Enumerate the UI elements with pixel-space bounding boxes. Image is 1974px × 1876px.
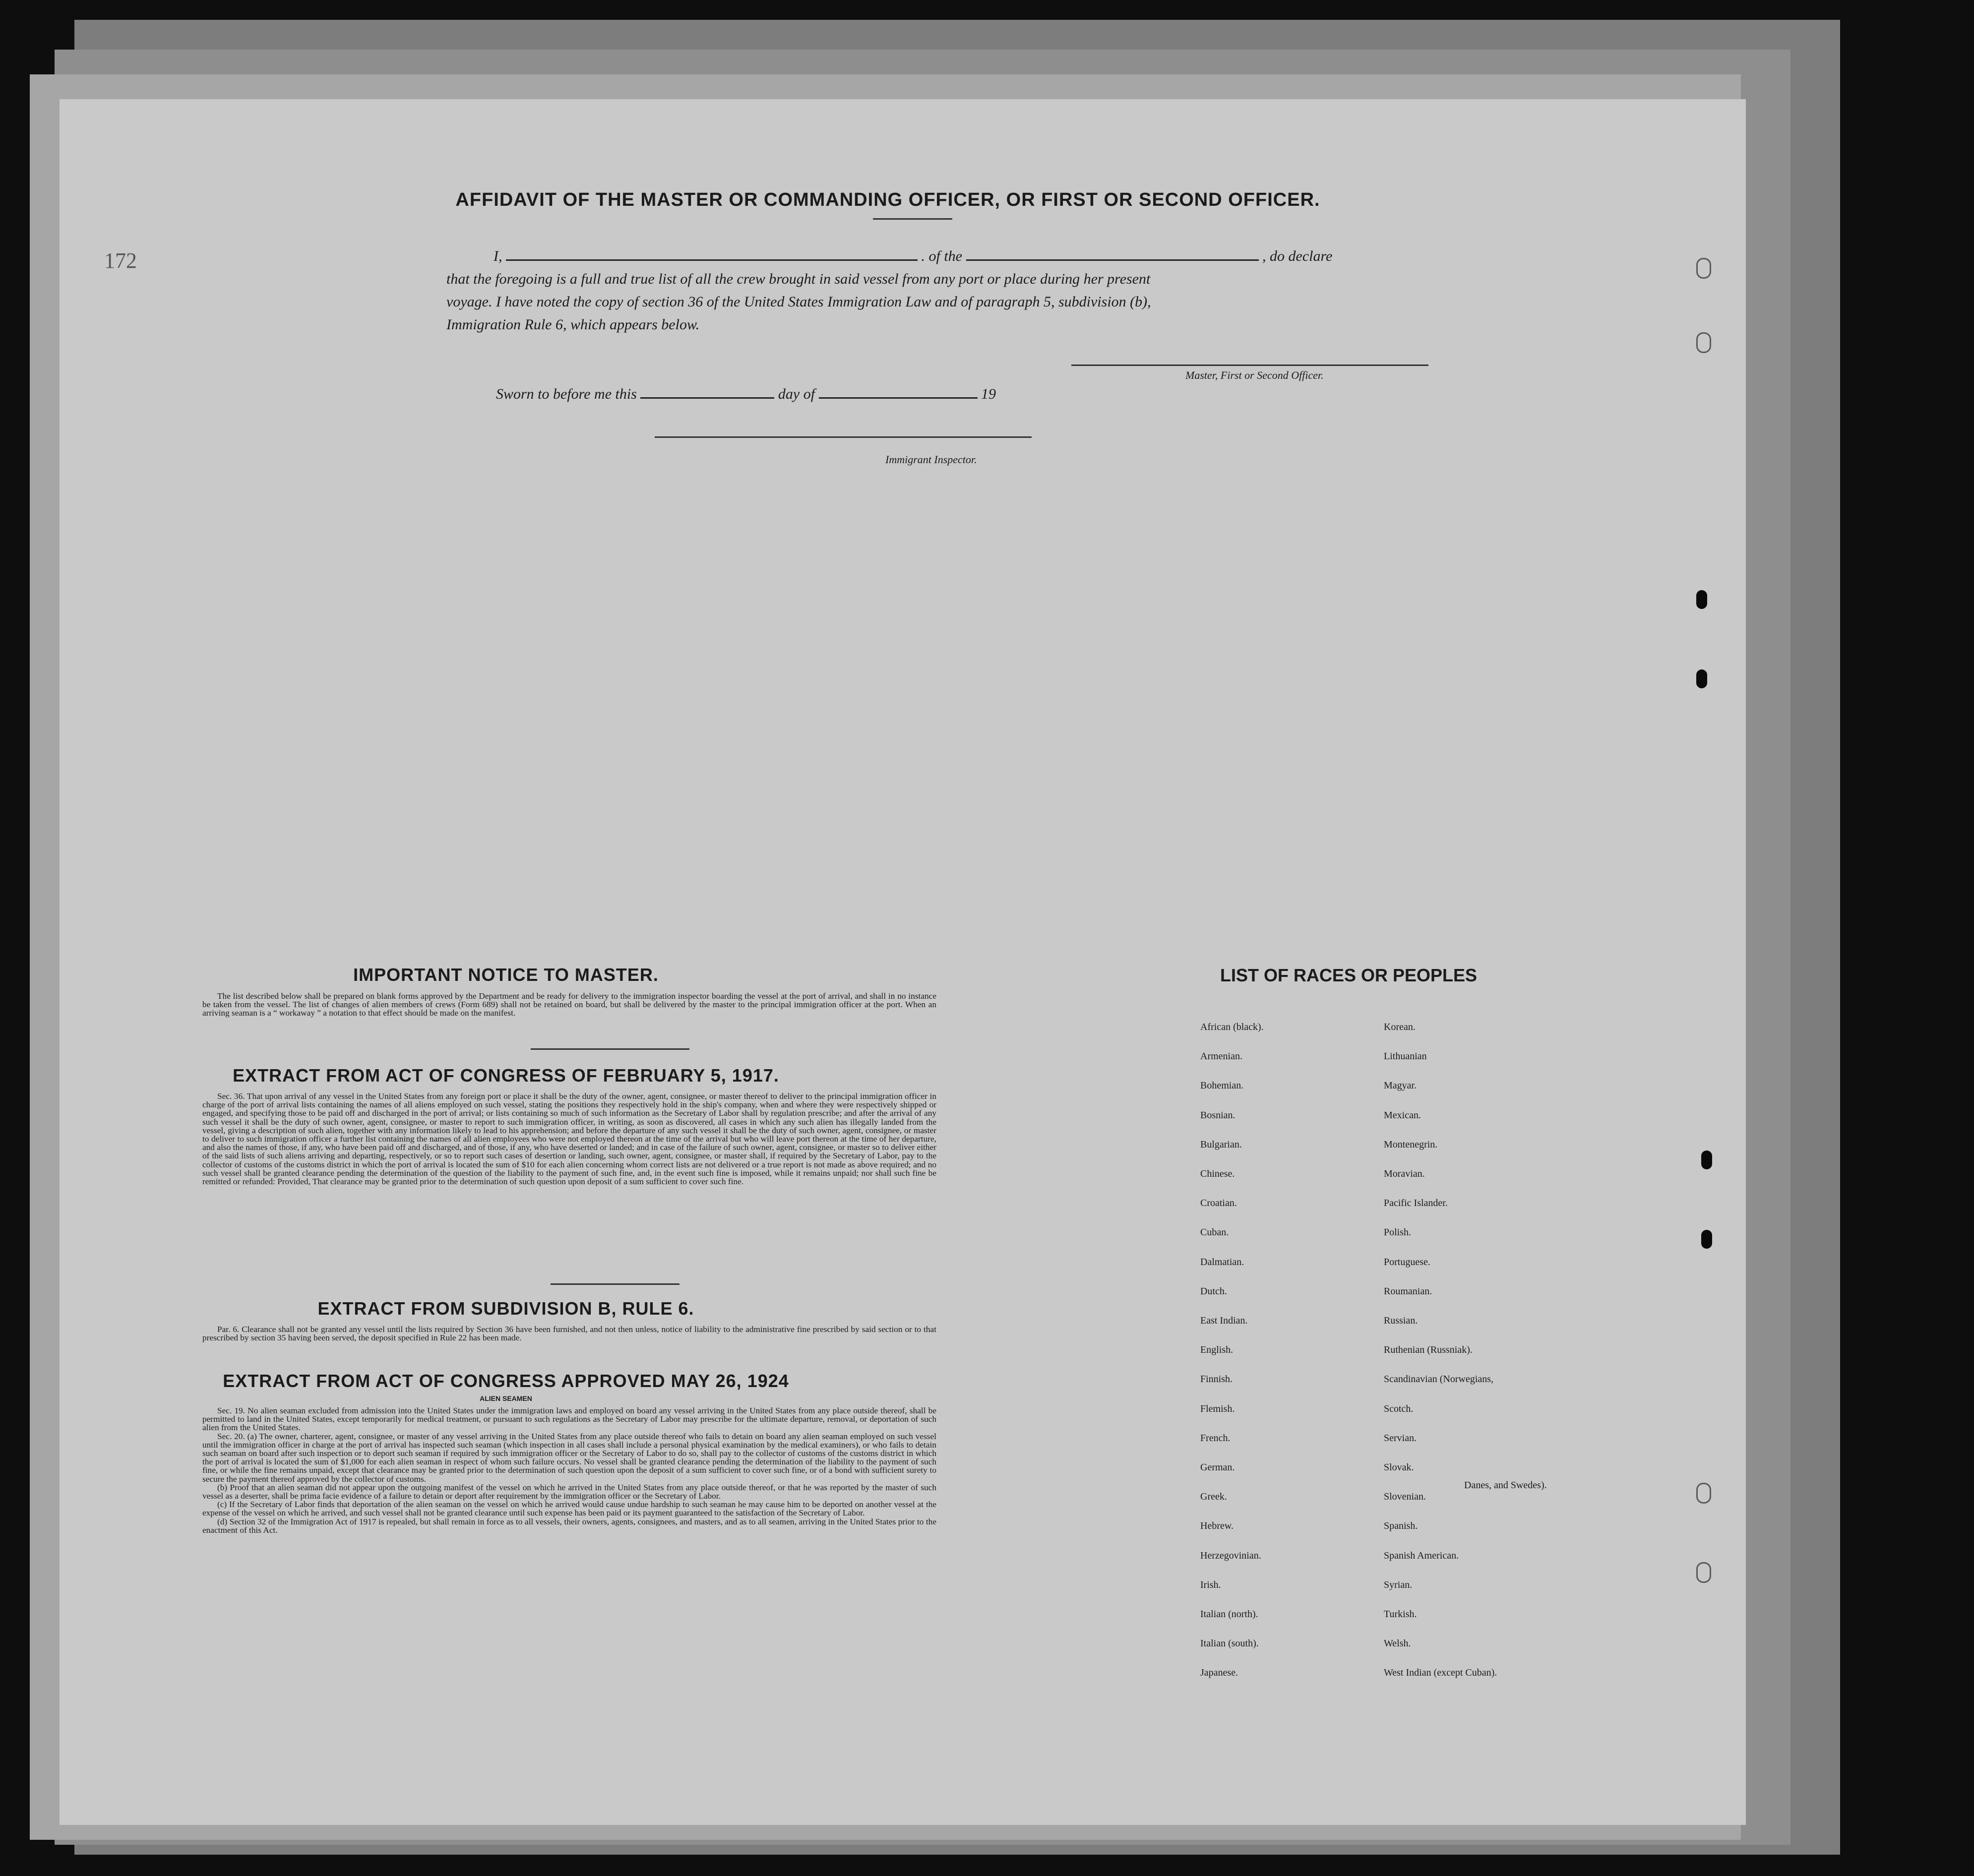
sworn-month-blank bbox=[819, 397, 978, 399]
divider bbox=[873, 218, 952, 220]
race-item: Italian (south). bbox=[1200, 1638, 1259, 1649]
affidavit-text-line: that the foregoing is a full and true list of all the crew brought in said vessel from any port or place during her present bbox=[446, 271, 1151, 287]
race-item: Scotch. bbox=[1384, 1403, 1414, 1414]
race-item: Russian. bbox=[1384, 1315, 1418, 1326]
punch-hole bbox=[1696, 669, 1707, 688]
race-item: West Indian (except Cuban). bbox=[1384, 1667, 1497, 1679]
race-item: Slovenian. bbox=[1384, 1491, 1426, 1503]
affidavit-title: AFFIDAVIT OF THE MASTER OR COMMANDING OFFICER, OR FIRST OR SECOND OFFICER. bbox=[455, 189, 1320, 210]
extract-rule6-title: EXTRACT FROM SUBDIVISION B, RULE 6. bbox=[317, 1298, 694, 1319]
race-item: Croatian. bbox=[1200, 1198, 1237, 1209]
race-item: German. bbox=[1200, 1462, 1235, 1473]
race-item: Hebrew. bbox=[1200, 1520, 1234, 1532]
race-item: Armenian. bbox=[1200, 1051, 1242, 1062]
affidavit-of-the-label: . of the bbox=[921, 248, 962, 264]
race-item: Korean. bbox=[1384, 1022, 1416, 1032]
race-item: French. bbox=[1200, 1432, 1231, 1444]
race-item: Cuban. bbox=[1200, 1227, 1229, 1238]
affidavit-declaration-line bbox=[494, 248, 1332, 265]
extract-1924-paragraph: (d) Section 32 of the Immigration Act of 1917 is repealed, but shall remain in force as to all vessels, their owners, agents, consignees, and masters, and as to all seamen, arriving in the United States prior to the enactment of this Act. bbox=[202, 1516, 936, 1535]
race-item: East Indian. bbox=[1200, 1315, 1248, 1326]
race-item: Bohemian. bbox=[1200, 1080, 1244, 1091]
punch-hole bbox=[1696, 1562, 1711, 1583]
extract-1924-title: EXTRACT FROM ACT OF CONGRESS APPROVED MAY 26, 1924 bbox=[223, 1371, 789, 1391]
race-item: Dutch. bbox=[1200, 1285, 1227, 1297]
race-item: Italian (north). bbox=[1200, 1609, 1258, 1620]
year-prefix: 19 bbox=[981, 386, 996, 402]
race-item: Japanese. bbox=[1200, 1667, 1238, 1679]
extract-1917-paragraph: Sec. 36. That upon arrival of any vessel in the United States from any foreign port or place it shall be the duty of the owner, agent, consignee, or master thereof to deliver to the principal immigration officer in charge of the port of arrival lists containing the names of all aliens employed on such vessel, stating the positions they respectively hold in the ship's company, when and where they were respectively shipped or engaged, and specifying those to be paid off and discharged in the port of arrival; or lists containing so much of such information as the Secretary of Labor shall by regulation prescribe; and after the arrival of any such vessel it shall be the duty of such owner, agent, consignee, or master to report to such immigration officer, in writing, as soon as discovered, all cases in which any such alien has illegally landed from the vessel, giving a description of such alien, together with any information likely to lead to his apprehension; and before the departure of any such vessel it shall be the duty of such owner, agent, consignee, or master to deliver to such immigration officer a further list containing the names of all alien employees who were not employed thereon at the time of the arrival but who will leave port thereon at the time of her departure, and also the names of those, if any, who have been paid off and discharged, and of those, if any, who have deserted or landed; and in case of the failure of such owner, agent, consignee, or master so to deliver either of the said lists of such aliens arriving and departing, respectively, or so to report such cases of desertion or landing, such owner, agent, consignee, or master shall, if required by the Secretary of Labor, pay to the collector of customs of the customs district in which the port of arrival is located the sum of $10 for each alien concerning whom correct lists are not delivered or a true report is not made as above required; and no such vessel shall be granted clearance pending the determination of the question of the liability to the payment of such fine, and, in the event such fine is imposed, while it remains unpaid; nor shall such fine be remitted or refunded: Provided, That clearance may be granted prior to the determination of such question upon deposit of a sum sufficient to cover such fine. bbox=[202, 1091, 936, 1187]
race-item: Scandinavian (Norwegians, bbox=[1384, 1374, 1494, 1385]
extract-1917-text bbox=[202, 1092, 936, 1186]
extract-rule6-text bbox=[202, 1325, 936, 1342]
master-signature-line bbox=[1071, 364, 1428, 366]
extract-1924-subtitle: ALIEN SEAMEN bbox=[480, 1394, 532, 1402]
race-item: Chinese. bbox=[1200, 1168, 1235, 1179]
affidavit-text-line: voyage. I have noted the copy of section 36 of the United States Immigration Law and of paragraph 5, subdivision (b), bbox=[446, 294, 1151, 310]
divider bbox=[551, 1283, 679, 1285]
inspector-signature-label: Immigrant Inspector. bbox=[885, 453, 977, 466]
race-continuation: Danes, and Swedes). bbox=[1464, 1480, 1547, 1491]
notice-text bbox=[202, 992, 936, 1018]
race-item: Montenegrin. bbox=[1384, 1139, 1438, 1150]
race-item: Lithuanian bbox=[1384, 1051, 1427, 1062]
race-item: Dalmatian. bbox=[1200, 1256, 1244, 1268]
inspector-signature-line bbox=[655, 436, 1032, 438]
race-item: Syrian. bbox=[1384, 1579, 1413, 1590]
race-item: Irish. bbox=[1200, 1579, 1221, 1590]
race-item: Herzegovinian. bbox=[1200, 1550, 1261, 1561]
punch-hole bbox=[1696, 332, 1711, 353]
race-item: Turkish. bbox=[1384, 1609, 1417, 1620]
race-item: Finnish. bbox=[1200, 1374, 1233, 1385]
race-item: Portuguese. bbox=[1384, 1256, 1430, 1268]
sworn-day-blank bbox=[640, 397, 774, 399]
race-item: Pacific Islander. bbox=[1384, 1198, 1448, 1209]
affidavit-text-line: Immigration Rule 6, which appears below. bbox=[446, 316, 700, 333]
extract-rule6-paragraph: Par. 6. Clearance shall not be granted any vessel until the lists required by Section 36 have been furnished, and not then unless, notice of liability to the administrative fine prescribed by said section or to that prescribed by section 35 having been served, the deposit specified in Rule 22 has been made. bbox=[202, 1325, 936, 1343]
extract-1917-title: EXTRACT FROM ACT OF CONGRESS OF FEBRUARY 5, 1917. bbox=[233, 1065, 779, 1086]
race-item: Bosnian. bbox=[1200, 1109, 1235, 1121]
extract-1924-paragraph: Sec. 20. (a) The owner, charterer, agent, consignee, or master of any vessel arriving in the United States from any place outside thereof who fails to detain on board any alien seaman employed on such vessel until the immigration officer in charge at the port of arrival has inspected such seaman (which inspection in all cases shall include a personal physical examination by the medical examiners), or who fails to detain such seaman on board after such inspection or to deport such seaman if required by such immigration officer or the Secretary of Labor to do so, shall pay to the collector of customs of the customs district in which the port of arrival is located the sum of $1,000 for each alien seaman in respect of whom such failure occurs. No vessel shall be granted clearance pending the determination of the liability to the payment of such fine, or while the fine remains unpaid, except that clearance may be granted prior to the determination of such question upon the deposit of a sum sufficient to cover such fine, or of a bond with sufficient surety to secure the payment thereof approved by the collector of customs. bbox=[202, 1431, 936, 1484]
race-item: English. bbox=[1200, 1344, 1234, 1356]
race-item: Welsh. bbox=[1384, 1638, 1411, 1649]
punch-hole bbox=[1696, 258, 1711, 279]
race-item: Slovak. bbox=[1384, 1462, 1414, 1473]
race-item: Ruthenian (Russniak). bbox=[1384, 1344, 1473, 1356]
extract-1924-paragraph: (b) Proof that an alien seaman did not appear upon the outgoing manifest of the vessel on which he arrived in the United States from any place outside thereof, or that he was reported by the master of such vessel as a deserter, shall be prima facie evidence of a failure to detain or deport after requirement by the immigration officer or the Secretary of Labor. bbox=[202, 1482, 936, 1501]
name-blank bbox=[506, 259, 918, 261]
vessel-blank bbox=[966, 259, 1259, 261]
sworn-line bbox=[496, 386, 996, 403]
punch-hole bbox=[1701, 1230, 1712, 1249]
extract-1924-paragraph: (c) If the Secretary of Labor finds that deportation of the alien seaman on the vessel on which he arrived would cause undue hardship to such seaman he may cause him to be deported on another vessel at the expense of the vessel on which he arrived, and such vessel shall not be granted clearance until such expense has been paid or its payment guaranteed to the satisfaction of the Secretary of Labor. bbox=[202, 1500, 936, 1518]
race-item: Roumanian. bbox=[1384, 1285, 1432, 1297]
race-item: Spanish. bbox=[1384, 1520, 1418, 1532]
extract-1924-paragraph: Sec. 19. No alien seaman excluded from admission into the United States under the immigration laws and employed on board any vessel arriving in the United States from any place outside thereof, shall be permitted to land in the United States, except temporarily for medical treatment, or pursuant to such regulations as the Secretary of Labor may prescribe for the ultimate departure, removal, or deportation of such alien from the United States. bbox=[202, 1406, 936, 1433]
punch-hole bbox=[1696, 1483, 1711, 1504]
races-title: LIST OF RACES OR PEOPLES bbox=[1220, 965, 1478, 985]
notice-title: IMPORTANT NOTICE TO MASTER. bbox=[353, 965, 659, 985]
affidavit-i-label: I, bbox=[494, 248, 502, 264]
punch-hole bbox=[1701, 1150, 1712, 1169]
punch-hole bbox=[1696, 590, 1707, 609]
race-item: Spanish American. bbox=[1384, 1550, 1459, 1561]
race-item: Flemish. bbox=[1200, 1403, 1235, 1414]
margin-page-number: 172 bbox=[104, 248, 137, 273]
sworn-label: Sworn to before me this bbox=[496, 386, 637, 402]
race-item: Magyar. bbox=[1384, 1080, 1417, 1091]
master-signature-label: Master, First or Second Officer. bbox=[1185, 369, 1324, 381]
race-item: Polish. bbox=[1384, 1227, 1412, 1238]
race-item: African (black). bbox=[1200, 1022, 1264, 1032]
affidavit-declare-label: , do declare bbox=[1262, 248, 1333, 264]
race-item: Mexican. bbox=[1384, 1109, 1421, 1121]
race-item: Bulgarian. bbox=[1200, 1139, 1242, 1150]
day-of-label: day of bbox=[778, 386, 815, 402]
divider bbox=[531, 1048, 689, 1050]
race-item: Moravian. bbox=[1384, 1168, 1425, 1179]
extract-1924-text bbox=[202, 1406, 936, 1534]
race-item: Greek. bbox=[1200, 1491, 1227, 1503]
race-item: Servian. bbox=[1384, 1432, 1417, 1444]
notice-paragraph: The list described below shall be prepared on blank forms approved by the Department and be ready for delivery to the immigration inspector boarding the vessel at the port of arrival, and shall in no instance be taken from the vessel. The list of changes of alien members of crews (Form 689) shall not be retained on board, but shall be delivered by the master to the principal immigration officer at the port. When an arriving seaman is a “ workaway ” a notation to that effect should be made on the manifest. bbox=[202, 991, 936, 1018]
document-page bbox=[60, 99, 1746, 1825]
